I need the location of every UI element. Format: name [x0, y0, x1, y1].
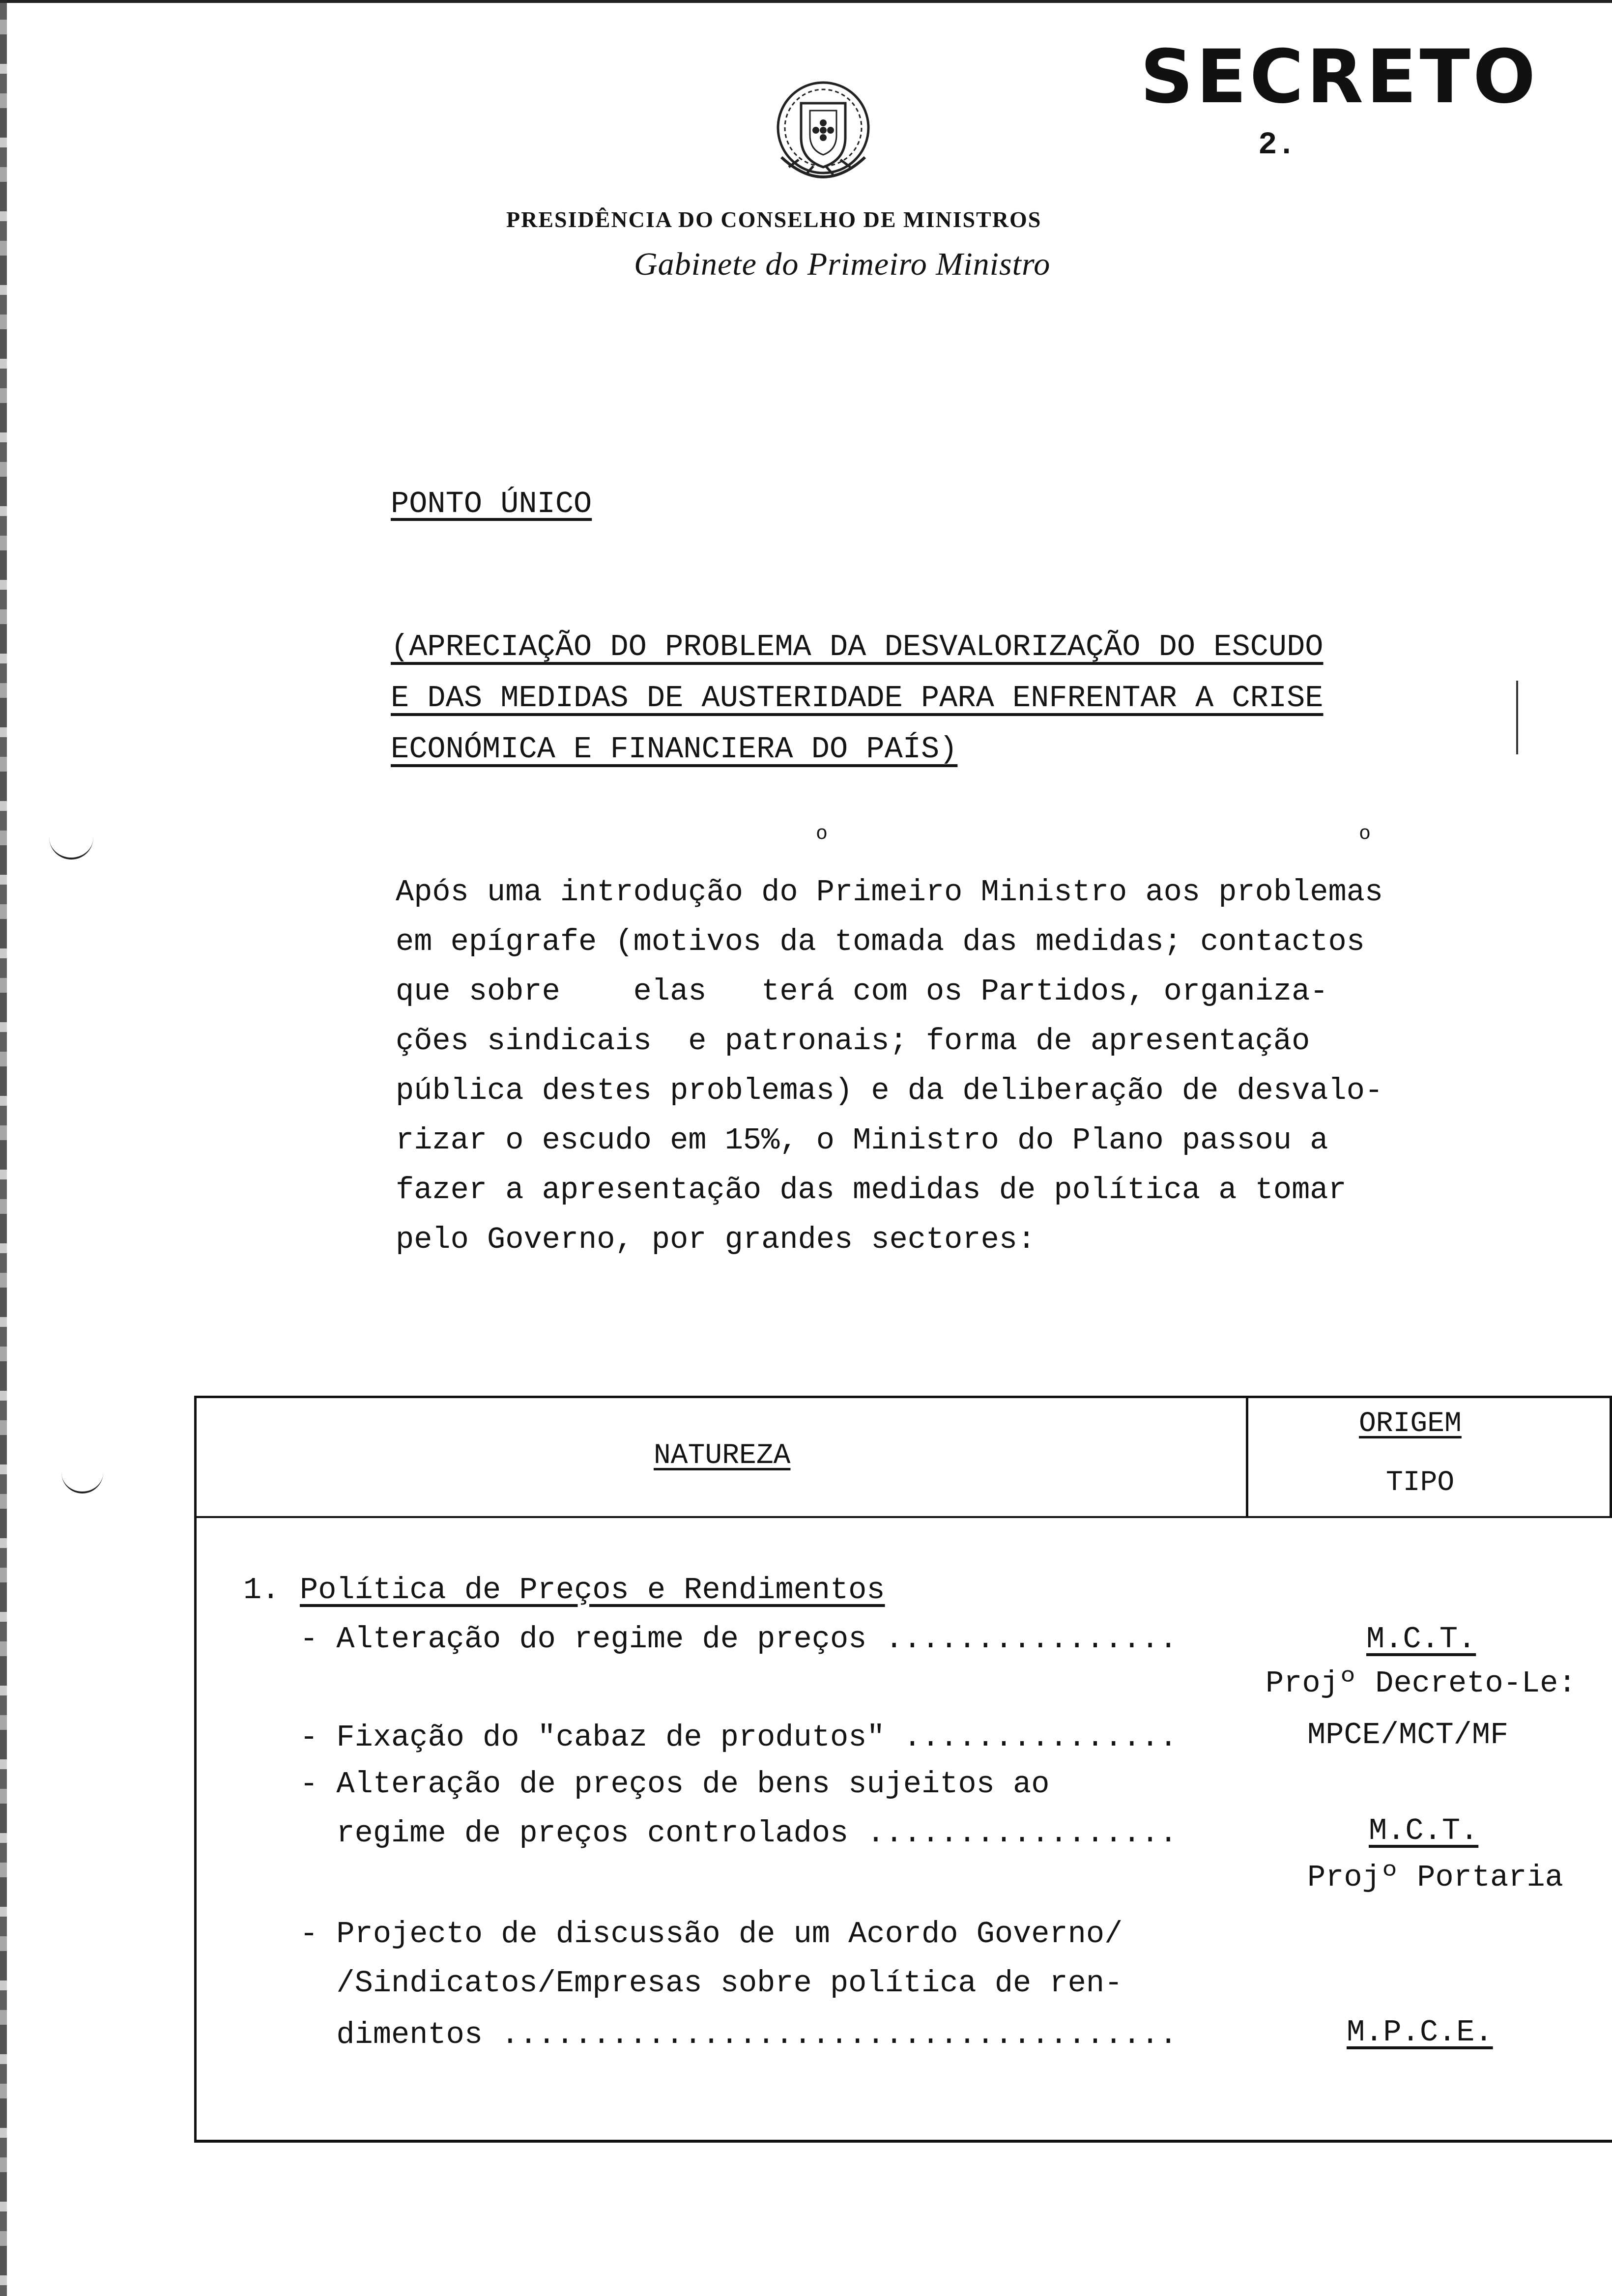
measures-table [194, 1396, 1612, 2143]
column-header-origem: ORIGEM [1359, 1408, 1462, 1440]
scanned-left-edge [0, 0, 7, 2296]
paragraph-line: pelo Governo, por grandes sectores: [396, 1222, 1036, 1257]
margin-mark [61, 1469, 103, 1493]
measure-type: Projº Decreto-Le: [1266, 1666, 1577, 1701]
paragraph-line: rizar o escudo em 15%, o Ministro do Plano passou a [396, 1123, 1328, 1158]
subject-line: (APRECIAÇÃO DO PROBLEMA DA DESVALORIZAÇÃO DO ESCUDO [391, 630, 1324, 664]
measure-type: Projº Portaria [1307, 1860, 1563, 1895]
measure-origin: M.P.C.E. [1347, 2015, 1493, 2050]
margin-mark [49, 835, 93, 860]
column-header-tipo: TIPO [1386, 1467, 1455, 1499]
measure-item: dimentos ..................................... [300, 2017, 1178, 2052]
agenda-heading: PONTO ÚNICO [391, 487, 592, 521]
header-divider [1246, 1398, 1248, 1516]
measure-item: - Alteração do regime de preços ................ [300, 1622, 1178, 1657]
page-top-border [0, 0, 1612, 3]
paragraph-line: fazer a apresentação das medidas de política a tomar [396, 1173, 1347, 1207]
paragraph-line: pública destes problemas) e da deliberação de desvalo- [396, 1073, 1383, 1108]
paragraph-line: ções sindicais e patronais; forma de apresentação [396, 1024, 1310, 1059]
subject-line: E DAS MEDIDAS DE AUSTERIDADE PARA ENFRENTAR A CRISE [391, 681, 1324, 716]
section-title: Política de Preços e Rendimentos [300, 1573, 885, 1607]
column-header-natureza: NATUREZA [654, 1440, 791, 1472]
subject-line: ECONÓMICA E FINANCIERA DO PAÍS) [391, 732, 958, 767]
measure-item: - Projecto de discussão de um Acordo Governo/ [300, 1917, 1123, 1952]
separator-mark: o [816, 823, 828, 845]
body-paragraph [396, 867, 1477, 1264]
subject-block [391, 622, 1324, 775]
classification-stamp: SECRETO [1140, 34, 1539, 120]
paragraph-line: em epígrafe (motivos da tomada das medidas; contactos [396, 924, 1365, 959]
measure-origin: M.C.T. [1369, 1813, 1479, 1848]
paragraph-line: Após uma introdução do Primeiro Ministro aos problemas [396, 875, 1383, 910]
measure-item: - Alteração de preços de bens sujeitos ao [300, 1767, 1050, 1802]
separator-mark: o [1359, 823, 1371, 845]
section-number: 1. [243, 1573, 280, 1607]
letterhead-cabinet: Gabinete do Primeiro Ministro [634, 246, 1051, 282]
portuguese-coat-of-arms-icon [767, 74, 880, 197]
header-separator [197, 1516, 1612, 1518]
letterhead-office: PRESIDÊNCIA DO CONSELHO DE MINISTROS [506, 207, 1042, 232]
measure-item: - Fixação do "cabaz de produtos" ............... [300, 1720, 1178, 1755]
measure-origin: MPCE/MCT/MF [1307, 1718, 1509, 1752]
page-number: 2. [1258, 128, 1296, 163]
paragraph-line: que sobre elas terá com os Partidos, organiza- [396, 974, 1328, 1009]
margin-mark [1516, 681, 1518, 754]
measure-item: /Sindicatos/Empresas sobre política de ren- [300, 1966, 1123, 2001]
measure-origin: M.C.T. [1366, 1622, 1476, 1657]
measure-item: regime de preços controlados ................. [300, 1816, 1178, 1851]
header-right-border [1610, 1398, 1612, 1516]
